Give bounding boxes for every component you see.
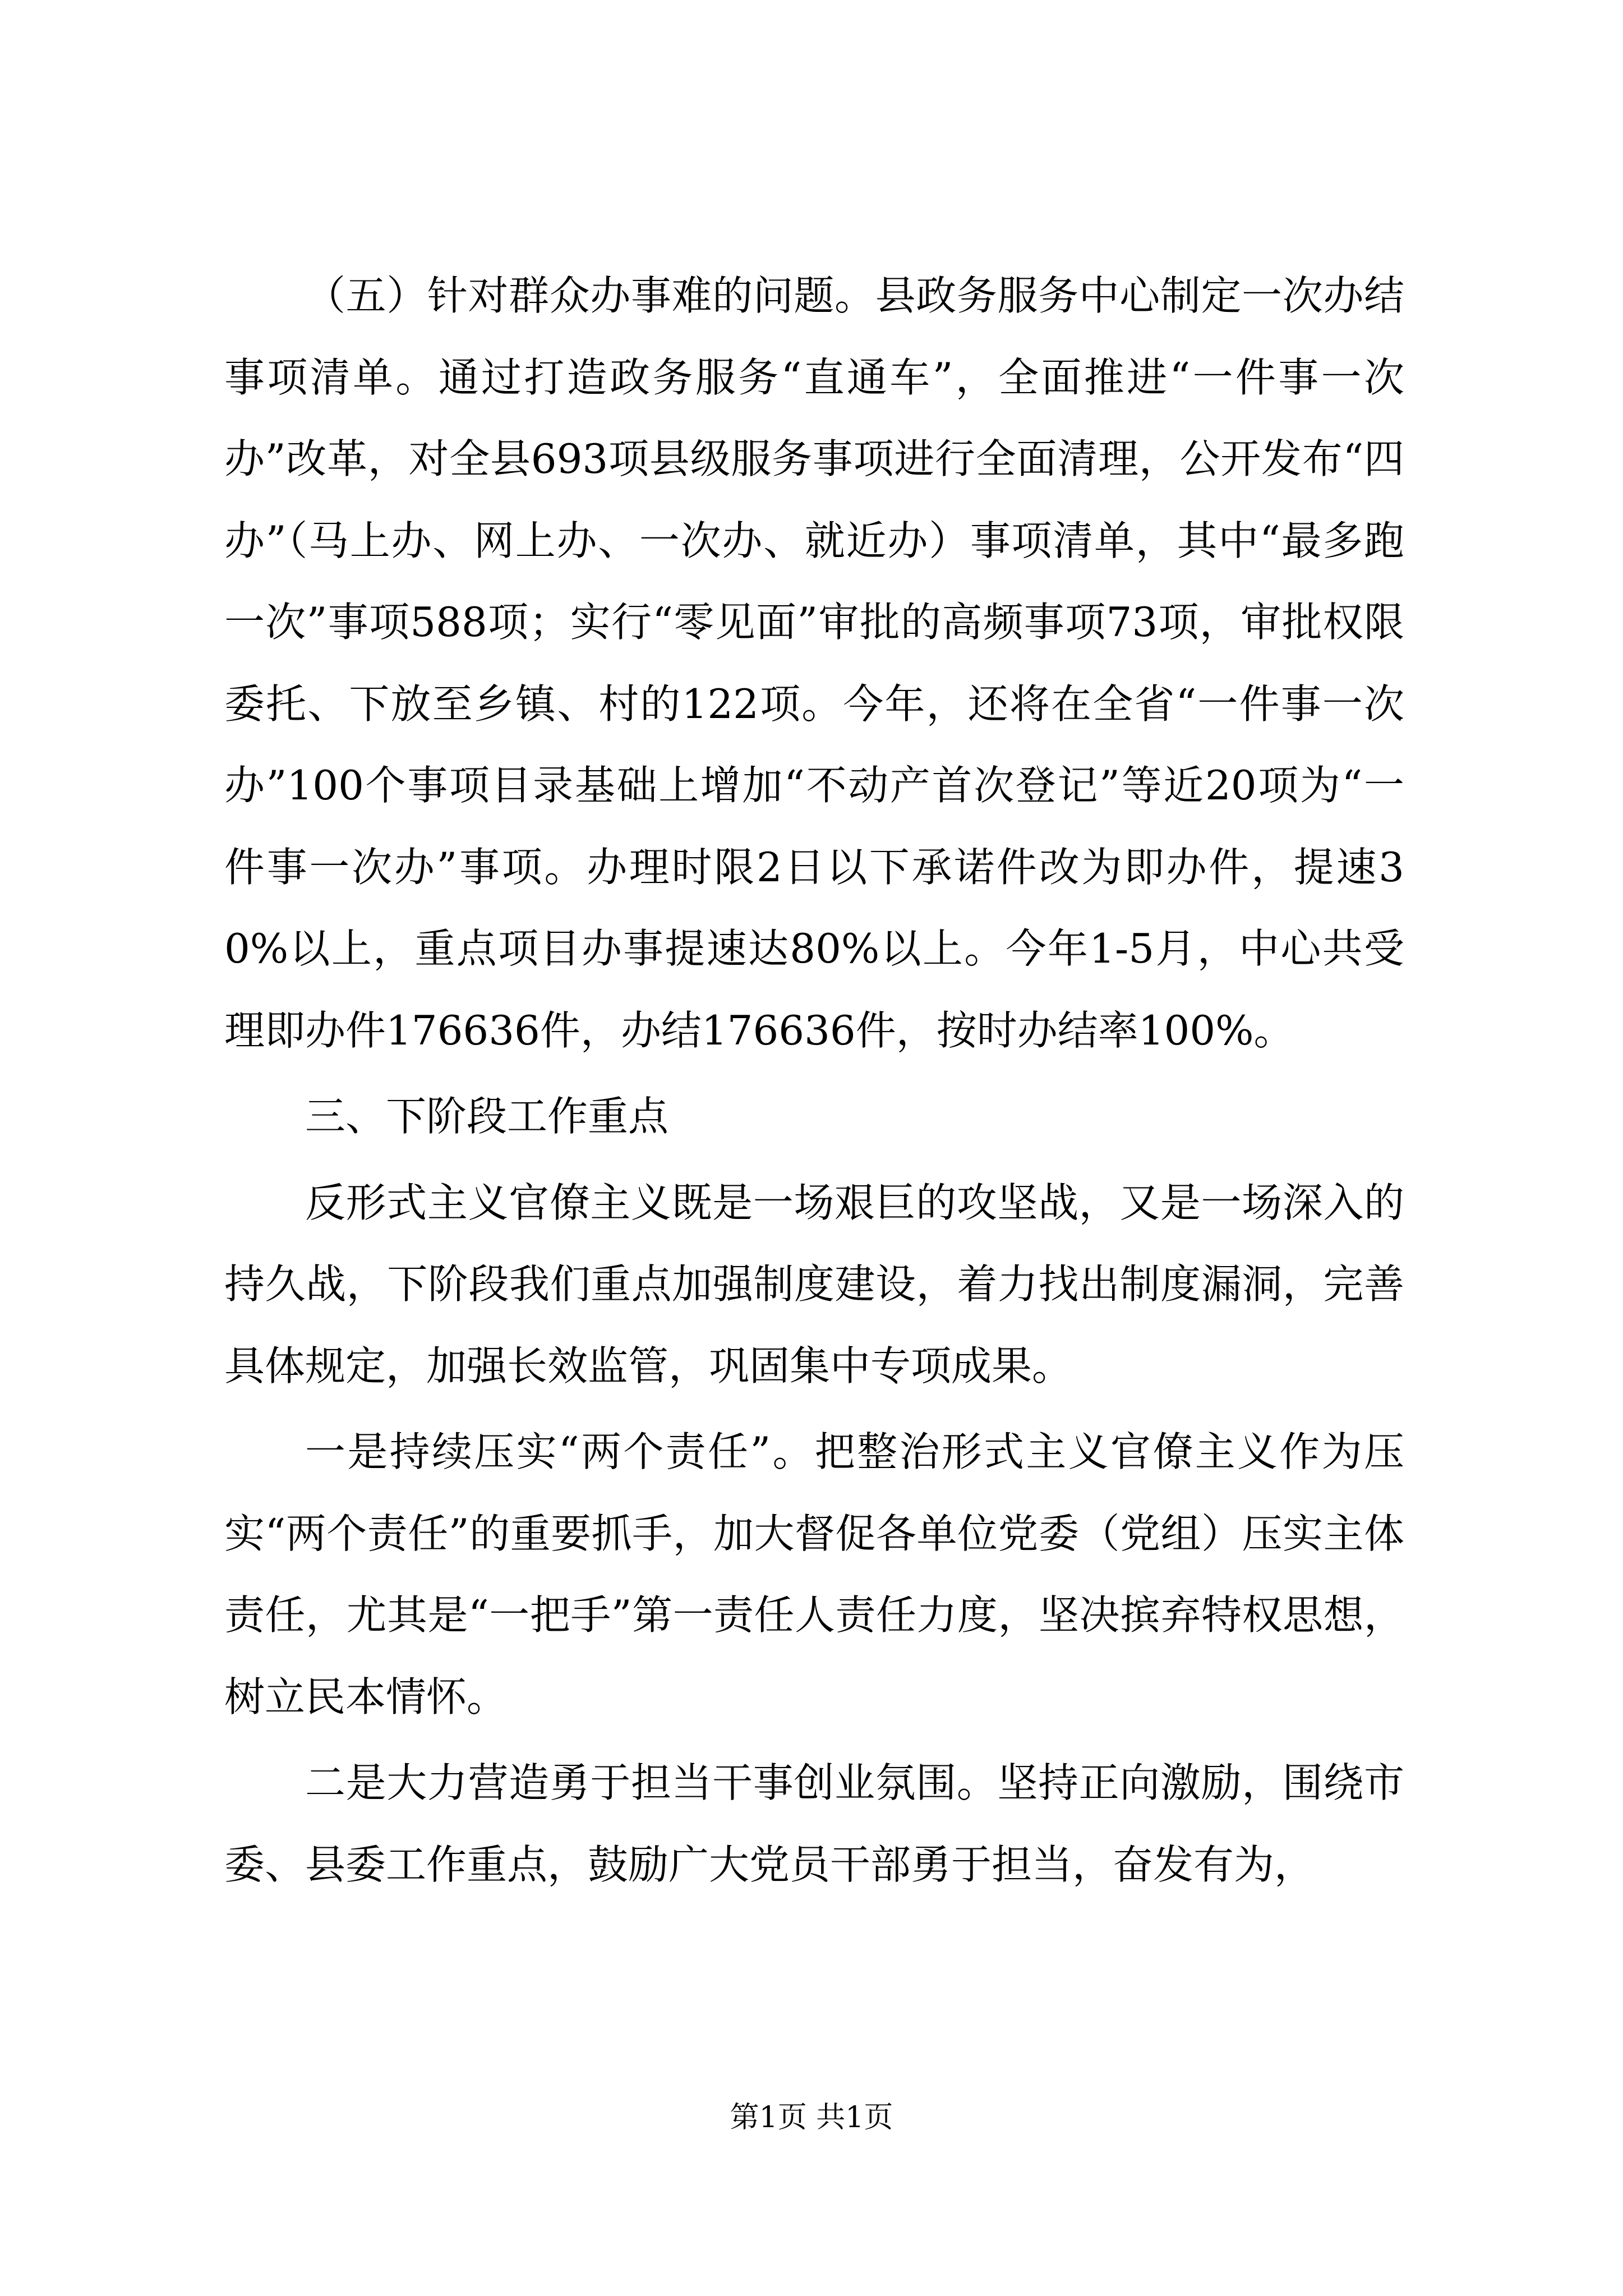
section-heading-next-stage: 三、下阶段工作重点 (305, 1093, 669, 1140)
paragraph-entrepreneurship: 二是大力营造勇于担当干事创业氛围。坚持正向激励，围绕市委、县委工作重点，鼓励广大党员干部勇于担当，奋发有为， (224, 1759, 1404, 1888)
document-body (224, 255, 1404, 1910)
paragraph-intro-next-stage: 反形式主义官僚主义既是一场艰巨的攻坚战，又是一场深入的持久战，下阶段我们重点加强制度建设，着力找出制度漏洞，完善具体规定，加强长效监管，巩固集中专项成果。 (224, 1179, 1404, 1389)
paragraph-two-responsibilities: 一是持续压实“两个责任”。把整治形式主义官僚主义作为压实“两个责任”的重要抓手，加大督促各单位党委（党组）压实主体责任，尤其是“一把手”第一责任人责任力度，坚决摈弃特权思想，树立民本情怀。 (224, 1428, 1404, 1720)
page-footer: 第1页 共1页 (730, 2101, 893, 2134)
paragraph-service-center: （五）针对群众办事难的问题。县政务服务中心制定一次办结事项清单。通过打造政务服务“直通车”，全面推进“一件事一次办”改革，对全县693项县级服务事项进行全面清理，公开发布“四办”（马上办、网上办、一次办、就近办）事项清单，其中“最多跑一次”事项588项；实行“零见面”审批的高频事项73项，审批权限委托、下放至乡镇、村的122项。今年，还将在全省“一件事一次办”100个事项目录基础上增加“不动产首次登记”等近20项为“一件事一次办”事项。办理时限2日以下承诺件改为即办件，提速30%以上，重点项目办事提速达80%以上。今年1-5月，中心共受理即办件176636件，办结176636件，按时办结率100%。 (224, 272, 1404, 1054)
